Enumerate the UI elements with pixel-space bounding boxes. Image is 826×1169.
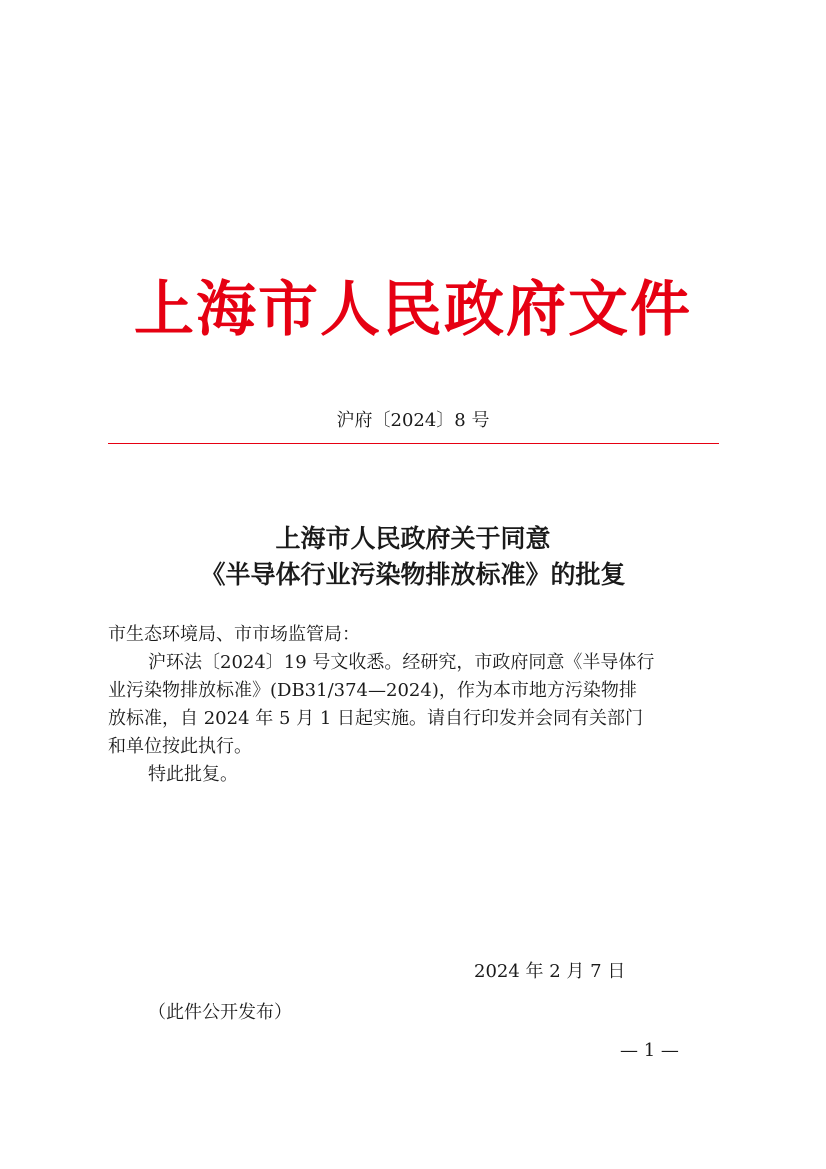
header-red-divider [108, 443, 719, 444]
document-number: 沪府〔2024〕8 号 [336, 410, 490, 431]
body-line-4: 和单位按此执行。 [108, 736, 252, 757]
addressee: 市生态环境局、市市场监管局： [108, 624, 360, 645]
page-number: — 1 — [620, 1040, 679, 1061]
closing-line: 特此批复。 [148, 764, 238, 785]
document-body [108, 649, 719, 789]
issue-date: 2024 年 2 月 7 日 [474, 961, 626, 982]
document-title [0, 521, 826, 593]
issuer-header-title: 上海市人民政府文件 [134, 275, 692, 345]
document-title-line-1: 上海市人民政府关于同意 [275, 524, 551, 553]
document-title-line-2: 《半导体行业污染物排放标准》的批复 [200, 560, 626, 589]
public-release-note: （此件公开发布） [148, 1002, 292, 1023]
body-line-1: 沪环法〔2024〕19 号文收悉。经研究，市政府同意《半导体行 [148, 652, 655, 673]
body-line-2: 业污染物排放标准》(DB31/374—2024)，作为本市地方污染物排 [108, 680, 637, 701]
body-line-3: 放标准，自 2024 年 5 月 1 日起实施。请自行印发并会同有关部门 [108, 708, 644, 729]
